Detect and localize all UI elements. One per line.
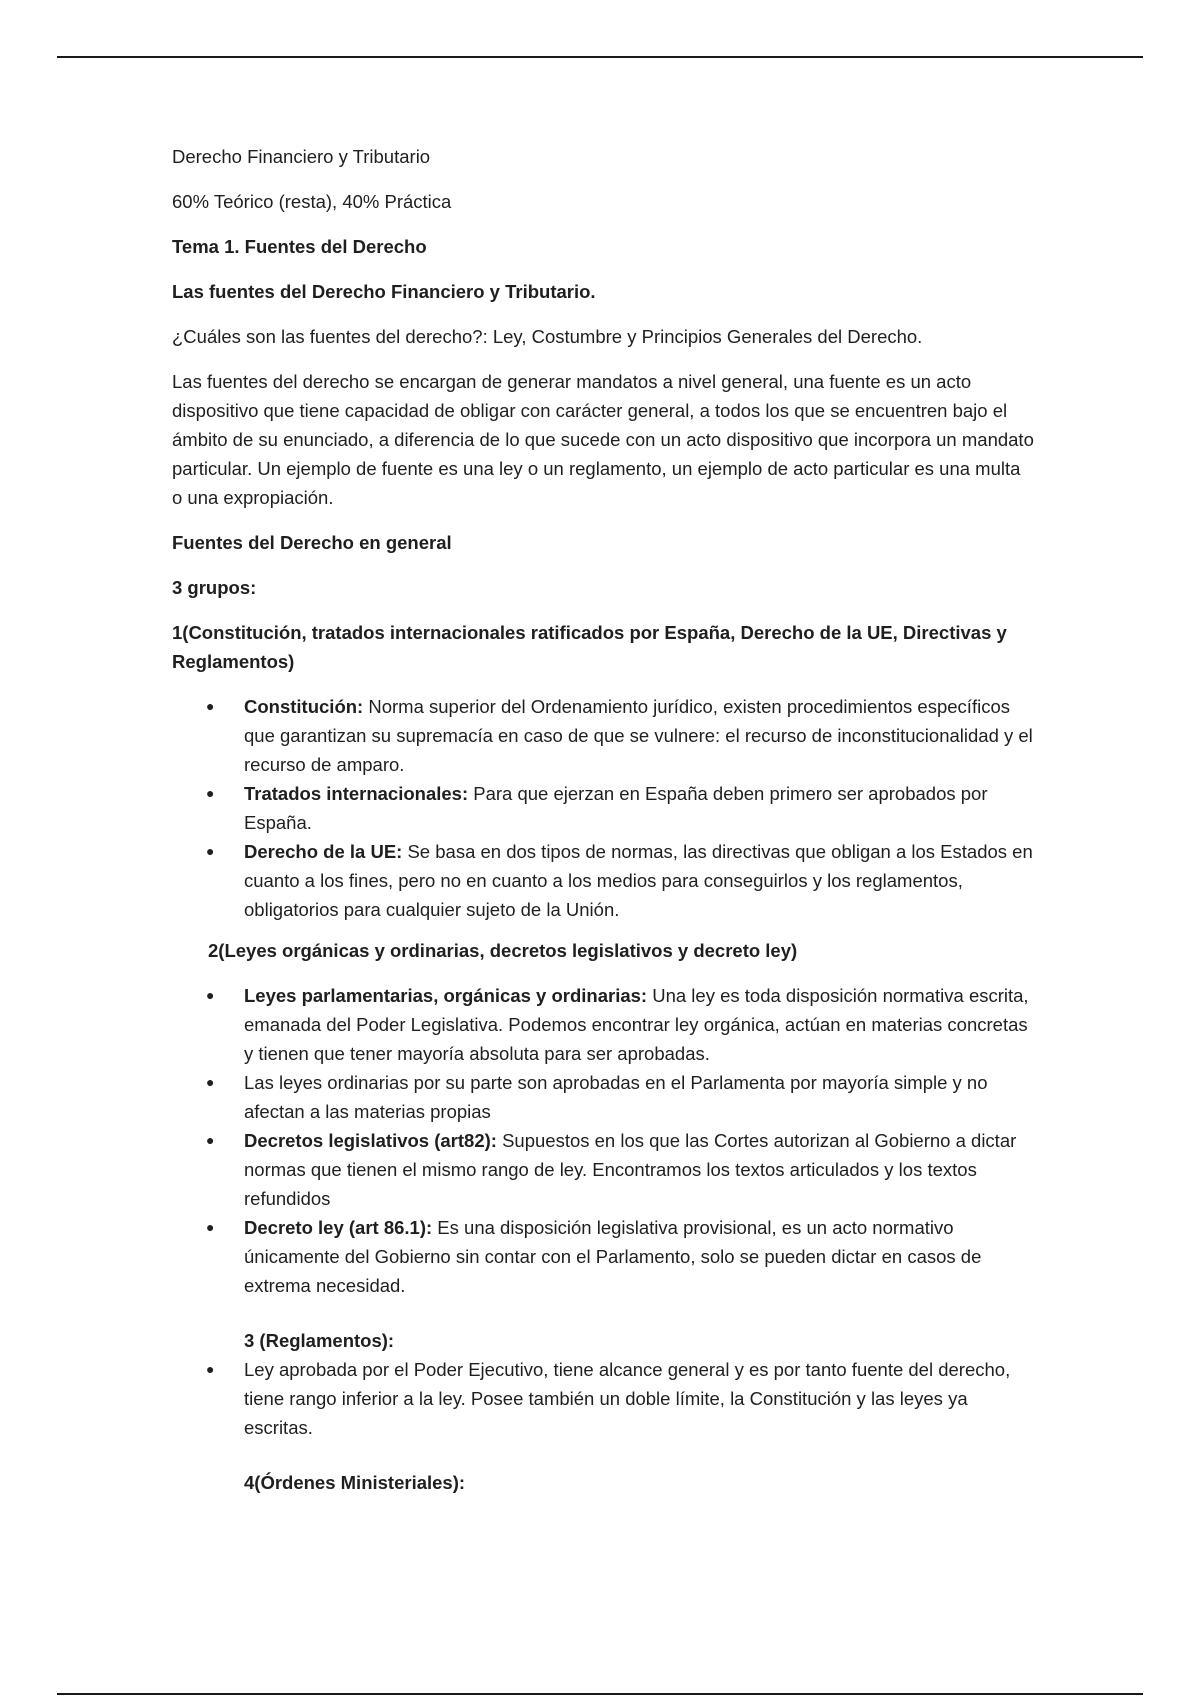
- list-item-term: Leyes parlamentarias, orgánicas y ordinarias:: [244, 985, 648, 1006]
- section-heading-fuentes-financiero: Las fuentes del Derecho Financiero y Tributario.: [172, 281, 596, 302]
- group4-heading: 4(Órdenes Ministeriales):: [244, 1472, 466, 1493]
- question-line: ¿Cuáles son las fuentes del derecho?: Ley, Costumbre y Principios Generales del Derecho.: [172, 326, 923, 347]
- footer-rule: [57, 1693, 1143, 1695]
- list-item: [206, 692, 1034, 779]
- bullet-icon: ●: [206, 1132, 215, 1148]
- list-item-text: Supuestos en los que las Cortes autorizan al Gobierno a dictar normas que tienen el mismo rango de ley. Encontramos los textos articulados y los textos refundidos: [244, 1130, 1017, 1209]
- group2-list: [172, 981, 1034, 1300]
- list-item-text: Es una disposición legislativa provisional, es un acto normativo únicamente del Gobierno sin contar con el Parlamento, solo se pueden dictar en casos de extrema necesidad.: [244, 1217, 982, 1296]
- list-item-term: Derecho de la UE:: [244, 841, 403, 862]
- bullet-icon: ●: [206, 1361, 215, 1377]
- list-item: [206, 1126, 1034, 1213]
- list-item-term: Tratados internacionales:: [244, 783, 469, 804]
- list-item: [206, 837, 1034, 924]
- list-item: [206, 1213, 1034, 1300]
- bullet-icon: ●: [206, 1219, 215, 1235]
- intro-paragraph: Las fuentes del derecho se encargan de generar mandatos a nivel general, una fuente es un acto dispositivo que tiene capacidad de obligar con carácter general, a todos los que se encuentren bajo el ámbito de su enunciado, a diferencia de lo que sucede con un acto dispositivo que incorpora un mandato particular. Un ejemplo de fuente es una ley o un reglamento, un ejemplo de acto particular es una multa o una expropiación.: [172, 371, 1034, 508]
- list-item-term: Decreto ley (art 86.1):: [244, 1217, 433, 1238]
- bullet-icon: ●: [206, 1074, 215, 1090]
- group3-heading: 3 (Reglamentos):: [244, 1330, 395, 1351]
- bullet-icon: ●: [206, 785, 215, 801]
- group1-heading: 1(Constitución, tratados internacionales ratificados por España, Derecho de la UE, Directivas y Reglamentos): [172, 622, 1007, 672]
- document-title: Derecho Financiero y Tributario: [172, 146, 431, 167]
- list-item: [206, 779, 1034, 837]
- grading-line: 60% Teórico (resta), 40% Práctica: [172, 191, 452, 212]
- list-item-term: Decretos legislativos (art82):: [244, 1130, 497, 1151]
- list-item-term: Constitución:: [244, 696, 364, 717]
- group3-list: [172, 1355, 1034, 1442]
- bullet-icon: ●: [206, 987, 215, 1003]
- list-item-text: Una ley es toda disposición normativa escrita, emanada del Poder Legislativa. Podemos encontrar ley orgánica, actúan en materias concretas y tienen que tener mayoría absoluta para ser aprobadas.: [244, 985, 1029, 1064]
- list-item: [206, 1068, 1034, 1126]
- bullet-icon: ●: [206, 698, 215, 714]
- list-item-text: Ley aprobada por el Poder Ejecutivo, tiene alcance general y es por tanto fuente del derecho, tiene rango inferior a la ley. Posee también un doble límite, la Constitución y las leyes ya escritas.: [244, 1359, 1011, 1438]
- groups-label: 3 grupos:: [172, 577, 257, 598]
- list-item-text: Para que ejerzan en España deben primero ser aprobados por España.: [244, 783, 988, 833]
- group2-heading: 2(Leyes orgánicas y ordinarias, decretos legislativos y decreto ley): [208, 940, 798, 961]
- bullet-icon: ●: [206, 843, 215, 859]
- section-heading-fuentes-general: Fuentes del Derecho en general: [172, 532, 452, 553]
- list-item-text: Norma superior del Ordenamiento jurídico, existen procedimientos específicos que garantizan su supremacía en caso de que se vulnere: el recurso de inconstitucionalidad y el recurso de amparo.: [244, 696, 1033, 775]
- list-item-text: Se basa en dos tipos de normas, las directivas que obligan a los Estados en cuanto a los fines, pero no en cuanto a los medios para conseguirlos y los reglamentos, obligatorios para cualquier sujeto de la Unión.: [244, 841, 1033, 920]
- header-rule: [57, 56, 1143, 58]
- list-item-text: Las leyes ordinarias por su parte son aprobadas en el Parlamenta por mayoría simple y no afectan a las materias propias: [244, 1072, 988, 1122]
- list-item: [206, 981, 1034, 1068]
- list-item: [206, 1355, 1034, 1442]
- tema-heading: Tema 1. Fuentes del Derecho: [172, 236, 427, 257]
- document-body: [172, 142, 1034, 1513]
- group1-list: [172, 692, 1034, 924]
